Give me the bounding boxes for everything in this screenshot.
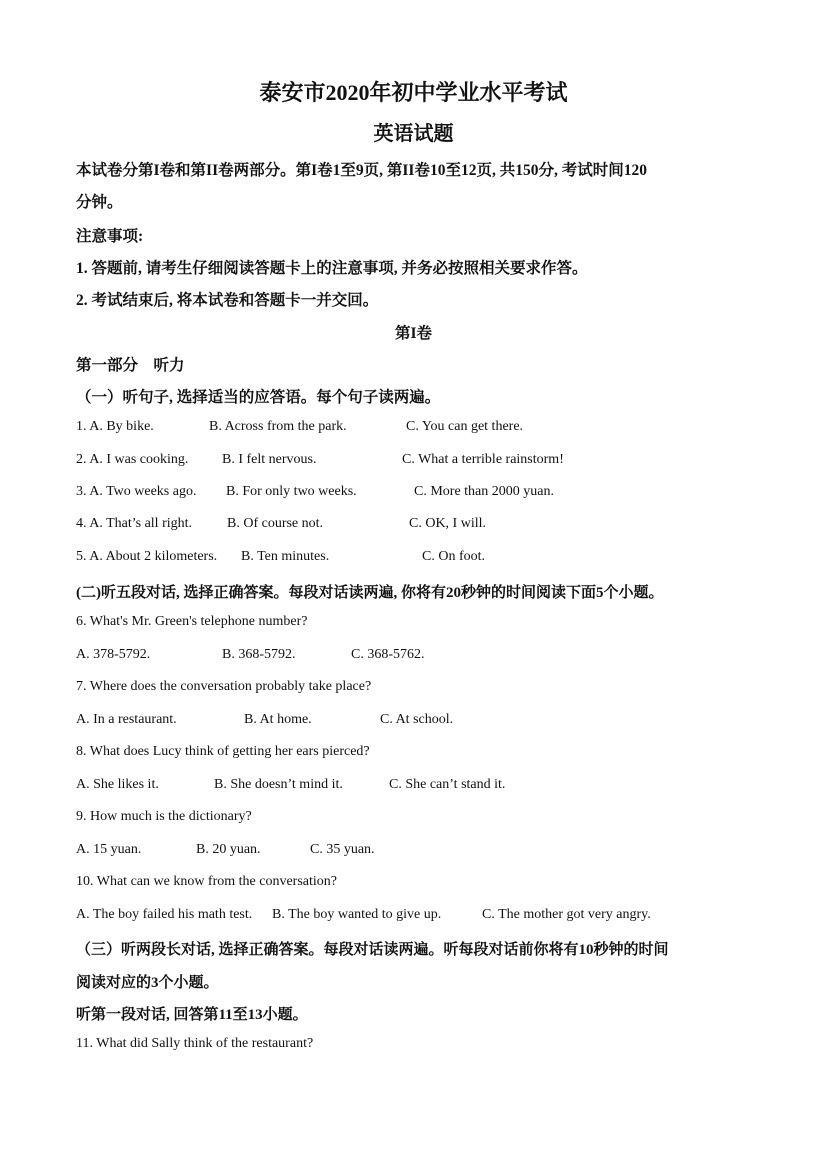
section3-subheading: 听第一段对话, 回答第11至13小题。 (76, 1007, 308, 1023)
option-b: B. She doesn’t mind it. (214, 777, 343, 792)
option-c: C. OK, I will. (409, 516, 486, 531)
option-a: 3. A. Two weeks ago. (76, 484, 197, 499)
option-a: A. 15 yuan. (76, 842, 142, 857)
notice-item-1: 1. 答题前, 请考生仔细阅读答题卡上的注意事项, 并务必按照相关要求作答。 (76, 260, 588, 277)
option-b: B. For only two weeks. (226, 484, 357, 499)
option-a: A. In a restaurant. (76, 712, 177, 727)
intro-line-2: 分钟。 (76, 194, 123, 211)
option-c: C. 35 yuan. (310, 842, 375, 857)
section3-title-line-2: 阅读对应的3个小题。 (76, 975, 219, 991)
option-a: A. The boy failed his math test. (76, 907, 253, 922)
question-text: 10. What can we know from the conversation? (76, 874, 337, 889)
option-a: 2. A. I was cooking. (76, 452, 189, 467)
section3-title-line-1: （三）听两段长对话, 选择正确答案。每段对话读两遍。听每段对话前你将有10秒钟的时间 (76, 942, 669, 958)
notice-title: 注意事项: (76, 228, 144, 245)
question-11: 11. What did Sally think of the restaurant? (76, 1036, 314, 1051)
option-a: 5. A. About 2 kilometers. (76, 549, 218, 564)
option-b: B. Of course not. (227, 516, 324, 531)
question-text: 8. What does Lucy think of getting her ears pierced? (76, 744, 370, 759)
option-a: A. She likes it. (76, 777, 159, 792)
option-c: C. You can get there. (406, 419, 524, 434)
section2-title: (二)听五段对话, 选择正确答案。每段对话读两遍, 你将有20秒钟的时间阅读下面5个小题。 (76, 585, 664, 601)
page-subtitle: 英语试题 (373, 123, 454, 145)
option-c: C. What a terrible rainstorm! (402, 452, 564, 467)
option-a: 1. A. By bike. (76, 419, 154, 434)
option-b: B. 20 yuan. (196, 842, 261, 857)
option-c: C. 368-5762. (351, 647, 425, 662)
option-a: 4. A. That’s all right. (76, 516, 193, 531)
option-b: B. At home. (244, 712, 312, 727)
question-text: 7. Where does the conversation probably take place? (76, 679, 372, 694)
option-a: A. 378-5792. (76, 647, 151, 662)
option-c: C. More than 2000 yuan. (414, 484, 554, 499)
option-b: B. Across from the park. (209, 419, 347, 434)
option-c: C. The mother got very angry. (482, 907, 651, 922)
page-title: 泰安市2020年初中学业水平考试 (259, 80, 568, 105)
intro-line-1: 本试卷分第I卷和第II卷两部分。第I卷1至9页, 第II卷10至12页, 共150分, 考试时间120 (76, 162, 647, 179)
section1-title: （一）听句子, 选择适当的应答语。每个句子读两遍。 (76, 389, 441, 406)
option-c: C. She can’t stand it. (389, 777, 506, 792)
option-c: C. At school. (380, 712, 454, 727)
question-text: 9. How much is the dictionary? (76, 809, 252, 824)
option-b: B. I felt nervous. (222, 452, 317, 467)
question-text: 6. What's Mr. Green's telephone number? (76, 614, 308, 629)
option-b: B. 368-5792. (222, 647, 296, 662)
option-b: B. The boy wanted to give up. (272, 907, 442, 922)
volume-heading: 第I卷 (394, 325, 433, 342)
part1-title: 第一部分 听力 (76, 357, 185, 374)
option-b: B. Ten minutes. (241, 549, 330, 564)
option-c: C. On foot. (422, 549, 485, 564)
notice-item-2: 2. 考试结束后, 将本试卷和答题卡一并交回。 (76, 292, 379, 309)
